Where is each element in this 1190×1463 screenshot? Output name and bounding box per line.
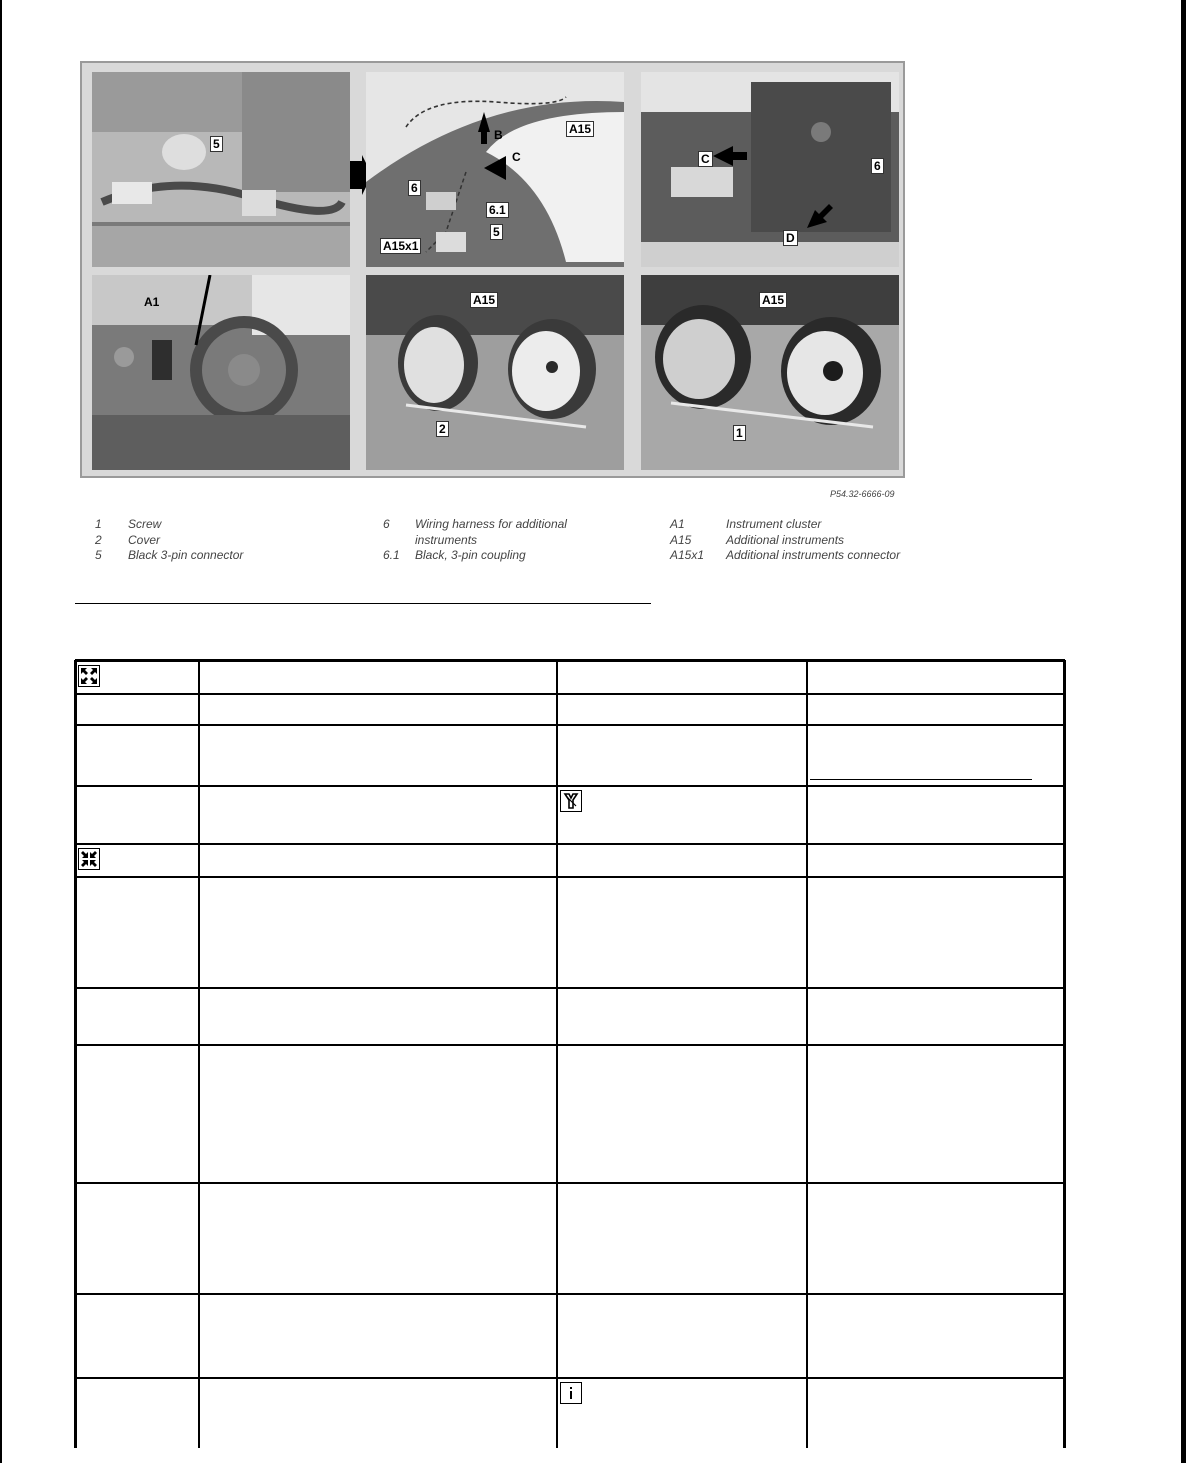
photo-panel-6 xyxy=(641,275,899,470)
photo-panel-4 xyxy=(92,275,350,470)
figure-code: P54.32-6666-09 xyxy=(830,489,895,499)
section-separator xyxy=(75,603,651,604)
legend-label: Additional instruments connector xyxy=(726,548,901,562)
legend-key: 2 xyxy=(95,532,102,547)
table-column-divider xyxy=(556,660,558,1448)
callout-label: A15 xyxy=(759,292,787,308)
table-column-divider xyxy=(198,660,200,1448)
callout-label: C xyxy=(698,151,713,167)
legend-item xyxy=(383,517,585,548)
callout-label: 2 xyxy=(436,421,449,437)
legend-item xyxy=(95,548,243,564)
table-row-divider xyxy=(75,785,1065,787)
legend-item xyxy=(383,548,585,564)
legend-column-3 xyxy=(670,517,900,564)
table-row-divider xyxy=(75,1044,1065,1046)
table-row-divider xyxy=(75,1293,1065,1295)
callout-label: D xyxy=(783,230,798,246)
remove-install-icon xyxy=(78,665,100,687)
legend-label: Wiring harness for additional instruments xyxy=(415,517,567,547)
legend-label: Black, 3-pin coupling xyxy=(415,548,526,562)
table-column-divider xyxy=(806,660,808,1448)
table-row-divider xyxy=(75,724,1065,726)
table-column-divider xyxy=(74,660,77,1448)
callout-label: A15x1 xyxy=(380,238,421,254)
legend-key: A15 xyxy=(670,532,692,547)
link-underline[interactable] xyxy=(810,779,1032,780)
legend-label: Additional instruments xyxy=(726,532,845,547)
callout-label: A15 xyxy=(470,292,498,308)
table-row-divider xyxy=(75,876,1065,878)
photo-panel-5 xyxy=(366,275,624,470)
photo-panel-1 xyxy=(92,72,350,267)
callout-label: 1 xyxy=(733,425,746,441)
legend-key: 5 xyxy=(95,548,102,562)
callout-label: 6.1 xyxy=(486,202,509,218)
photo-panel-3 xyxy=(641,72,899,267)
legend-item xyxy=(670,533,900,549)
legend-label: Cover xyxy=(128,532,161,547)
legend-item xyxy=(670,517,900,533)
table-row-divider xyxy=(75,1377,1065,1379)
table-column-divider xyxy=(1063,660,1066,1448)
legend-key: A1 xyxy=(670,517,685,531)
legend-item xyxy=(670,548,900,564)
legend-label: Screw xyxy=(128,517,162,531)
legend-label: Instrument cluster xyxy=(726,517,822,531)
callout-label: C xyxy=(512,150,521,164)
info-icon xyxy=(560,1382,582,1404)
callout-label: 6 xyxy=(408,180,421,196)
callout-label: B xyxy=(494,128,503,142)
tool-icon xyxy=(560,790,582,812)
table-row-divider xyxy=(75,843,1065,845)
callout-label: 6 xyxy=(871,158,884,174)
table-row-divider xyxy=(75,693,1065,695)
legend-key: A15x1 xyxy=(670,548,705,562)
legend-key: 6 xyxy=(383,517,390,531)
callout-label: 5 xyxy=(210,136,223,152)
legend-key: 6.1 xyxy=(383,548,400,562)
callout-label: A15 xyxy=(566,121,594,137)
table-row-divider xyxy=(75,1182,1065,1184)
legend-item xyxy=(95,517,243,533)
page-border-left xyxy=(0,0,2,1463)
callout-label: 5 xyxy=(490,224,503,240)
callout-label: A1 xyxy=(144,295,160,309)
legend-column-1 xyxy=(95,517,243,564)
table-row-divider xyxy=(75,987,1065,989)
page-border-right xyxy=(1181,0,1186,1463)
legend-column-2 xyxy=(383,517,585,564)
assembly-figure xyxy=(80,61,905,478)
legend-label: Black 3-pin connector xyxy=(128,548,244,562)
remove-install-icon xyxy=(78,848,100,870)
legend-key: 1 xyxy=(95,517,102,531)
legend-item xyxy=(95,533,243,549)
photo-panel-2 xyxy=(366,72,624,267)
table-row-divider xyxy=(75,659,1065,662)
